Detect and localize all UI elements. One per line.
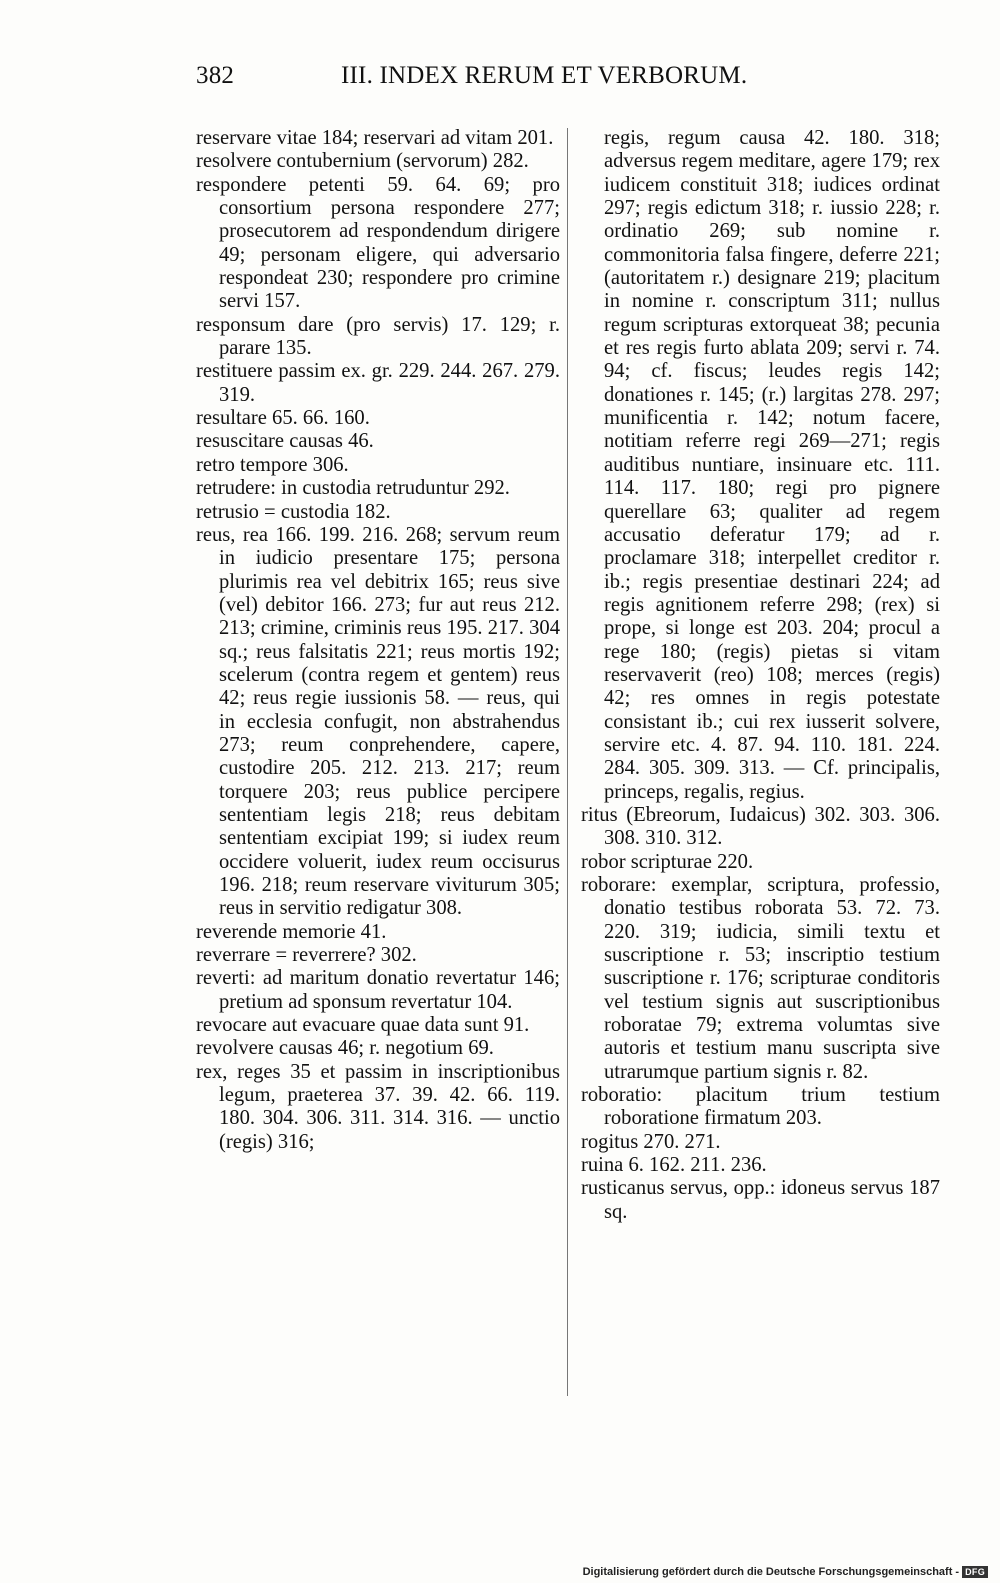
- index-column-right: [581, 127, 940, 1224]
- index-entry: retro tempore 306.: [196, 453, 349, 476]
- index-entry: revocare aut evacuare quae data sunt 91.: [196, 1014, 530, 1037]
- index-entry: retrusio = custodia 182.: [196, 500, 391, 523]
- index-entry: responsum dare (pro servis) 17. 129; r. parare 135.: [196, 313, 560, 360]
- page-header: [196, 62, 951, 96]
- index-entry: reservare vitae 184; reservari ad vitam 201.: [196, 127, 554, 149]
- index-entry: resolvere contubernium (servorum) 282.: [196, 150, 529, 173]
- index-entry: retrudere: in custodia retruduntur 292.: [196, 477, 510, 500]
- index-entry-continued: regis, regum causa 42. 180. 318; adversus regem meditare, agere 179; rex iudicem constituit 318; iudices ordinat 297; regis edictum 318; r. iussio 228; r. ordinatio 269; sub nomine r. commonitoria falsa fingere, deferre 221; (autoritatem r.) designare 219; placitum in nomine r. conscriptum 311; nullus regum scripturas extorqueat 38; pecunia et res regis furto ablata 209; servi r. 74. 94; cf. fiscus; leudes regis 142; donationes r. 145; (r.) largitas 278. 297; munificentia r. 142; notum facere, notitiam referre regi 269—271; regis auditibus nuntiare, insinuare etc. 111. 114. 117. 180; regi pro pignere querellare 63; qualiter ad regem accusatio deferatur 179; ad r. proclamare 318; interpellet creditor r. ib.; regis presentiae destinari 224; ad regis agnitionem referre 298; (rex) si prope, si longe est 203. 204; procul a rege 180; (regis) pietas si vitam reservaverit (reo) 108; merces (regis) 42; res omnes in regis potestate consistant ib.; cui rex iusserit solvere, servire etc. 4. 87. 94. 110. 181. 224. 284. 305. 309. 313. — Cf. principalis, princeps, regalis, regius.: [604, 127, 940, 803]
- running-title: III. INDEX RERUM ET VERBORUM.: [341, 62, 748, 89]
- page-number: 382: [196, 62, 235, 89]
- dfg-logo-icon: DFG: [962, 1566, 988, 1578]
- index-entry: resuscitare causas 46.: [196, 430, 374, 453]
- index-entry: restituere passim ex. gr. 229. 244. 267. 279. 319.: [196, 360, 560, 406]
- index-entry: robor scripturae 220.: [581, 850, 754, 873]
- index-entry: reverrare = reverrere? 302.: [196, 944, 417, 967]
- index-entry: resultare 65. 66. 160.: [196, 407, 370, 430]
- index-entry: rex, reges 35 et passim in inscriptionibus legum, praeterea 37. 39. 42. 66. 119. 180. 304. 306. 311. 314. 316. — unctio (regis) 316;: [196, 1060, 560, 1153]
- index-entry: ruina 6. 162. 211. 236.: [581, 1154, 767, 1177]
- digitization-footer: [583, 1566, 988, 1578]
- index-entry: reverti: ad maritum donatio revertatur 146; pretium ad sponsum revertatur 104.: [196, 967, 560, 1013]
- index-entry: roborare: exemplar, scriptura, professio, donatio testibus roborata 53. 72. 73. 220. 319; iudicia, simili textu et suscriptione r. 53; inscriptio testium suscriptione r. 176; scripturae conditoris vel testium signis aut suscriptionibus roboratae 79; extrema volumtas sive autoris et testium manu suscripta sive utrarumque partium signis r. 82.: [581, 874, 940, 1083]
- column-divider: [567, 128, 568, 1396]
- index-entry: reus, rea 166. 199. 216. 268; servum reum in iudicio presentare 175; persona plurimis rea vel debitrix 165; reus sive (vel) debitor 166. 273; fur aut reus 212. 213; crimine, criminis reus 195. 217. 304 sq.; reus falsitatis 221; reus mortis 192; scelerum (contra regem et gentem) reus 42; reus regie iussionis 58. — reus, qui in ecclesia confugit, non abstrahendus 273; reum conprehendere, capere, custodire 205. 212. 213. 217; reum torquere 203; reus publice percipere sententiam legis 218; reus debitam sententiam excipiat 199; si iudex reum occidere voluerit, iudex reum occisurus 196. 218; reum reservare viviturum 305; reus in servitio redigatur 308.: [196, 523, 560, 920]
- index-entry: reverende memorie 41.: [196, 920, 387, 943]
- index-entry: revolvere causas 46; r. negotium 69.: [196, 1037, 494, 1060]
- footer-text: Digitalisierung gefördert durch die Deutsche Forschungsgemeinschaft -: [582, 1566, 960, 1578]
- index-entry: roboratio: placitum trium testium roboratione firmatum 203.: [581, 1084, 940, 1130]
- index-entry: rusticanus servus, opp.: idoneus servus 187 sq.: [581, 1177, 940, 1223]
- index-entry: ritus (Ebreorum, Iudaicus) 302. 303. 306. 308. 310. 312.: [581, 803, 940, 850]
- index-entry: respondere petenti 59. 64. 69; pro consortium persona respondere 277; prosecutorem ad respondendum dirigere 49; personam eligere, qui adversario respondeat 230; respondere pro crimine servi 157.: [196, 173, 560, 313]
- index-column-left: [196, 127, 560, 1154]
- index-entry: rogitus 270. 271.: [581, 1130, 721, 1153]
